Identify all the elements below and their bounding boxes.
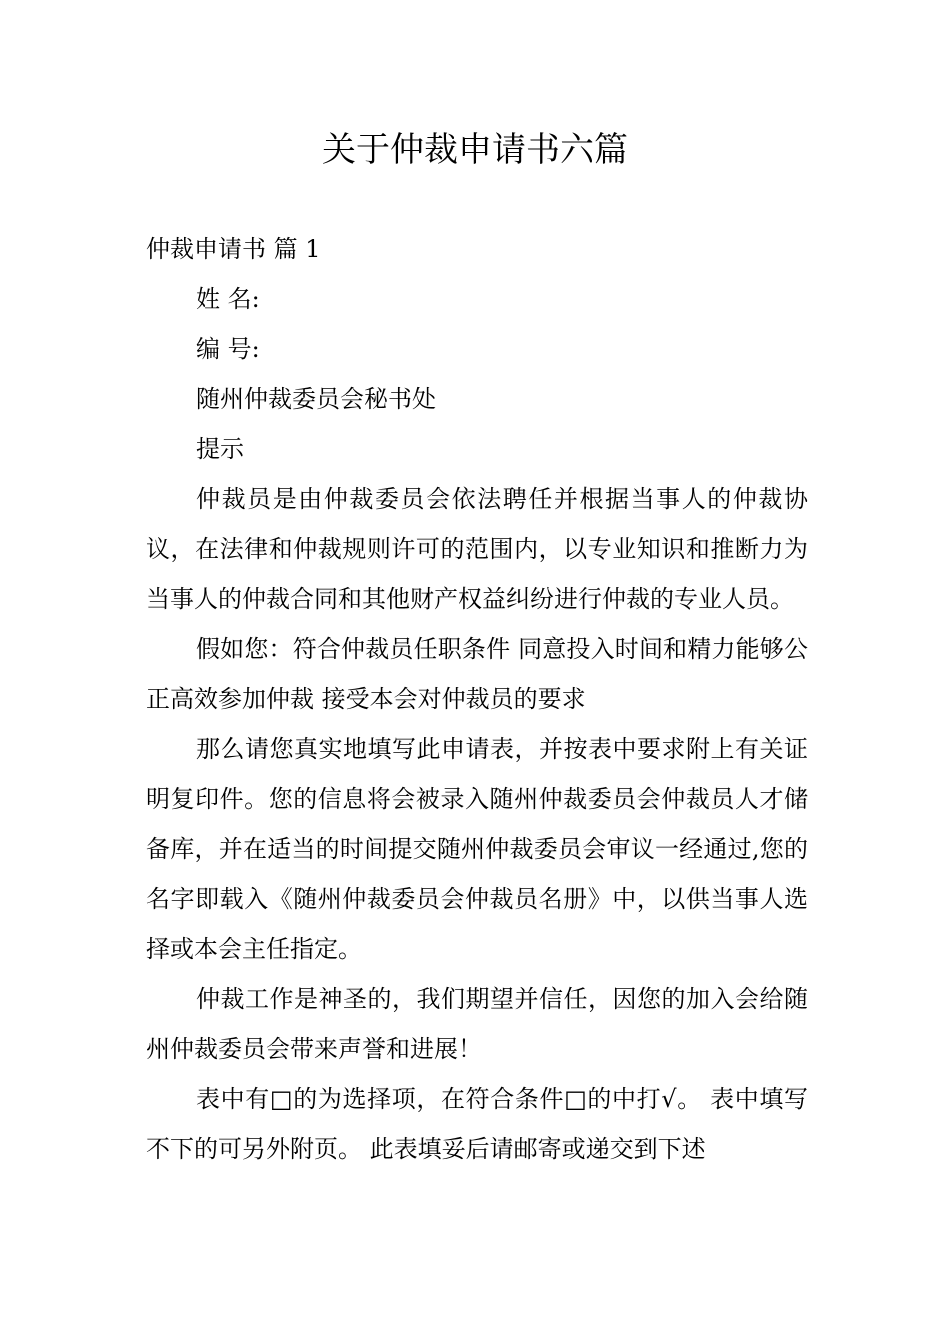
document-body [146,224,808,1174]
name-field-line [146,274,808,324]
paragraph-arbitrator-definition: 仲裁员是由仲裁委员会依法聘任并根据当事人的仲裁协议，在法律和仲裁规则许可的范围内，以专业知识和推断力为当事人的仲裁合同和其他财产权益纠纷进行仲裁的专业人员。 [146,485,808,613]
paragraph-expectation: 仲裁工作是神圣的，我们期望并信任，因您的加入会给随州仲裁委员会带来声誉和进展！ [146,985,808,1063]
paragraph-conditions: 假如您：符合仲裁员任职条件 同意投入时间和精力能够公正高效参加仲裁 接受本会对仲裁员的要求 [146,635,808,713]
paragraph-form-notes: 表中有□的为选择项，在符合条件□的中打√。 表中填写不下的可另外附页。 此表填妥后请邮寄或递交到下述 [146,1085,808,1163]
paragraph-instructions: 那么请您真实地填写此申请表，并按表中要求附上有关证明复印件。您的信息将会被录入随州仲裁委员会仲裁员人才储备库，并在适当的时间提交随州仲裁委员会审议一经通过,您的名字即载入《随州仲裁委员会仲裁员名册》中，以供当事人选择或本会主任指定。 [146,735,808,963]
name-field-label: 姓 名: [196,285,260,313]
number-field-line [146,324,808,374]
organization-line: 随州仲裁委员会秘书处 [196,385,436,413]
document-title: 关于仲裁申请书六篇 [322,130,628,170]
section-heading: 仲裁申请书 篇 1 [146,235,321,263]
notice-heading: 提示 [196,435,244,463]
number-field-label: 编 号: [196,335,260,363]
